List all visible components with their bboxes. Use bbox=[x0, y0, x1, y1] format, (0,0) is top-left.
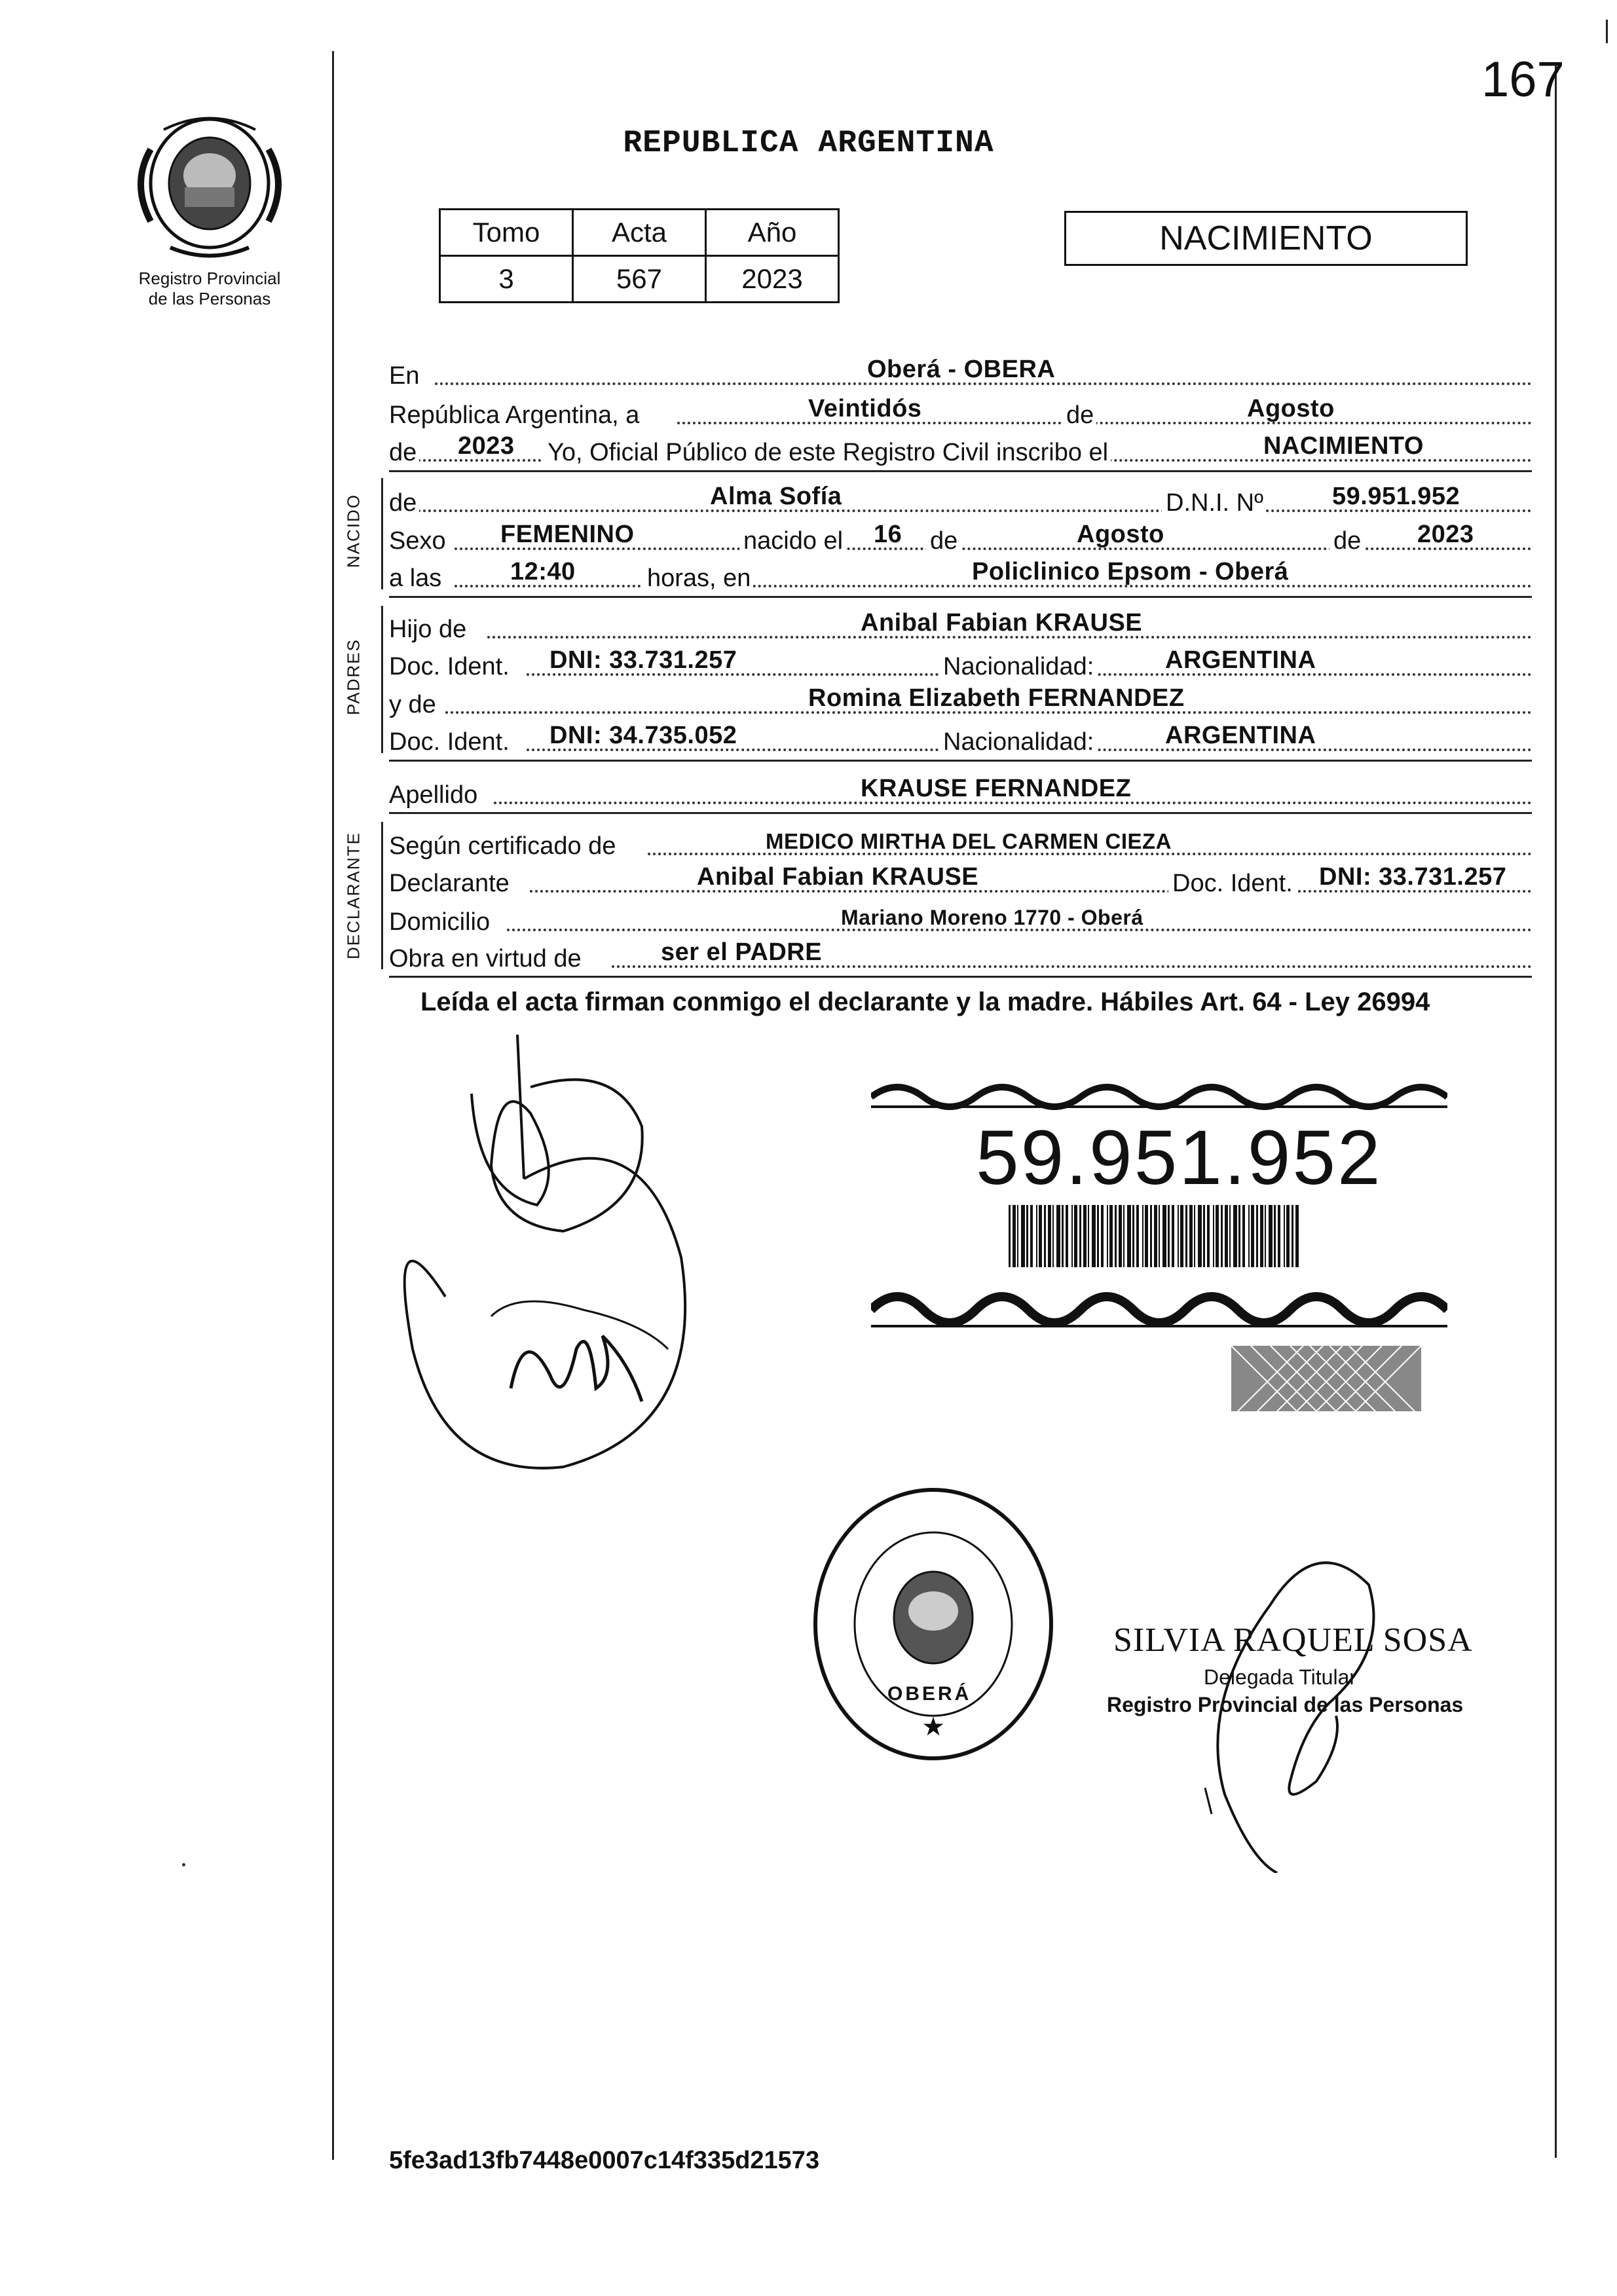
separator-5 bbox=[389, 976, 1532, 978]
declarante-label: Declarante bbox=[389, 870, 512, 898]
document-hash: 5fe3ad13fb7448e0007c14f335d21573 bbox=[389, 2147, 820, 2174]
signatures bbox=[367, 1009, 734, 1532]
declarante-bracket bbox=[381, 822, 383, 969]
row-apellido bbox=[389, 771, 1532, 809]
stamp-center-text: OBERÁ bbox=[887, 1683, 972, 1705]
birth-day: 16 bbox=[874, 521, 902, 548]
padres-bracket bbox=[381, 606, 383, 753]
mother-doc: DNI: 34.735.052 bbox=[549, 722, 737, 749]
child-dni: 59.951.952 bbox=[1332, 483, 1460, 510]
row-sexo bbox=[389, 517, 1532, 555]
row-certificado bbox=[389, 823, 1532, 861]
mother-nationality: ARGENTINA bbox=[1165, 722, 1316, 749]
stray-mark bbox=[182, 1863, 185, 1866]
certificado-label: Según certificado de bbox=[389, 832, 618, 861]
page-number: 167 bbox=[1481, 52, 1565, 107]
birth-time: 12:40 bbox=[510, 558, 576, 585]
anio-value: 2023 bbox=[706, 256, 839, 303]
birth-year: 2023 bbox=[1417, 521, 1474, 548]
separator-3 bbox=[389, 760, 1532, 762]
mother-name: Romina Elizabeth FERNANDEZ bbox=[808, 684, 1185, 712]
row-mother bbox=[389, 681, 1532, 719]
barcode-number: 59.951.952 bbox=[976, 1115, 1383, 1201]
row-father-doc bbox=[389, 643, 1532, 681]
father-nat-label: Nacionalidad: bbox=[939, 653, 1096, 681]
security-strip-top bbox=[871, 1077, 1447, 1117]
hijo-label: Hijo de bbox=[389, 616, 469, 644]
republica-label: República Argentina, a bbox=[389, 401, 642, 430]
row-domicilio bbox=[389, 898, 1532, 936]
page-title: REPUBLICA ARGENTINA bbox=[623, 126, 994, 161]
obra-label: Obra en virtud de bbox=[389, 945, 584, 973]
child-name: Alma Sofía bbox=[710, 483, 842, 510]
declarante-doc-label: Doc. Ident. bbox=[1168, 870, 1295, 898]
de-label-2: de bbox=[926, 527, 960, 555]
apellido-label: Apellido bbox=[389, 781, 480, 809]
day-value: Veintidós bbox=[808, 395, 922, 422]
svg-text:★: ★ bbox=[921, 1713, 945, 1741]
yde-label: y de bbox=[389, 691, 439, 719]
father-doc-label: Doc. Ident. bbox=[389, 653, 512, 681]
signatory-name: SILVIA RAQUEL SOSA bbox=[1113, 1621, 1473, 1659]
year-value: 2023 bbox=[458, 432, 515, 460]
registry-label-line2: de las Personas bbox=[148, 289, 271, 308]
security-strip-bottom bbox=[871, 1277, 1447, 1336]
de-label-3: de bbox=[1329, 527, 1364, 555]
padres-section-label: PADRES bbox=[343, 639, 363, 715]
mother-nat-label: Nacionalidad: bbox=[939, 728, 1096, 756]
left-margin-line bbox=[332, 51, 334, 2160]
yo-text: Yo, Oficial Público de este Registro Civil inscribo el bbox=[544, 439, 1111, 467]
registry-label bbox=[111, 268, 308, 309]
certificado-value: MEDICO MIRTHA DEL CARMEN CIEZA bbox=[766, 829, 1172, 853]
declarante-name: Anibal Fabian KRAUSE bbox=[697, 863, 979, 891]
de2-label: de bbox=[389, 439, 419, 467]
nacido-section-label: NACIDO bbox=[343, 493, 363, 568]
sexo-value: FEMENINO bbox=[500, 521, 635, 548]
obra-value: ser el PADRE bbox=[661, 938, 823, 966]
record-table bbox=[439, 208, 840, 303]
row-mother-doc bbox=[389, 718, 1532, 756]
nacido-bracket bbox=[381, 478, 383, 589]
acta-value: 567 bbox=[573, 256, 706, 303]
separator-4 bbox=[389, 812, 1532, 814]
declarante-section-label: DECLARANTE bbox=[343, 832, 363, 959]
row-hijo bbox=[389, 606, 1532, 644]
signatory-office: Registro Provincial de las Personas bbox=[1107, 1693, 1464, 1716]
signatory-signature bbox=[1172, 1506, 1447, 1873]
father-name: Anibal Fabian KRAUSE bbox=[861, 609, 1143, 637]
place-value: Oberá - OBERA bbox=[867, 356, 1056, 383]
month-value: Agosto bbox=[1247, 395, 1335, 422]
horas-label: horas, en bbox=[643, 565, 753, 593]
tomo-value: 3 bbox=[440, 256, 573, 303]
row-hora bbox=[389, 555, 1532, 593]
hologram-patch bbox=[1231, 1346, 1421, 1411]
row-nacido-name bbox=[389, 479, 1532, 517]
signatory-title: Delegada Titular bbox=[1204, 1665, 1357, 1689]
corner-mark bbox=[1606, 20, 1608, 43]
tomo-header: Tomo bbox=[440, 210, 573, 256]
domicilio-label: Domicilio bbox=[389, 908, 493, 936]
sexo-label: Sexo bbox=[389, 527, 449, 555]
father-doc: DNI: 33.731.257 bbox=[549, 646, 737, 674]
act-value: NACIMIENTO bbox=[1263, 432, 1424, 460]
row-en bbox=[389, 352, 1532, 390]
row-year bbox=[389, 429, 1532, 467]
registry-label-line1: Registro Provincial bbox=[138, 268, 281, 288]
acta-header: Acta bbox=[573, 210, 706, 256]
birth-place: Policlinico Epsom - Oberá bbox=[972, 558, 1289, 585]
right-margin-line bbox=[1555, 62, 1557, 2158]
nacido-de-label: de bbox=[389, 489, 419, 517]
anio-header: Año bbox=[706, 210, 839, 256]
de-label: de bbox=[1064, 401, 1096, 430]
birth-month: Agosto bbox=[1077, 521, 1164, 548]
barcode bbox=[1009, 1205, 1303, 1267]
father-nationality: ARGENTINA bbox=[1165, 646, 1316, 674]
en-label: En bbox=[389, 362, 422, 390]
row-republica bbox=[389, 392, 1532, 430]
separator-1 bbox=[389, 470, 1532, 472]
record-type-box: NACIMIENTO bbox=[1064, 211, 1468, 266]
separator-2 bbox=[389, 596, 1532, 598]
dni-label: D.N.I. Nº bbox=[1162, 489, 1266, 517]
row-declarante bbox=[389, 860, 1532, 898]
alas-label: a las bbox=[389, 565, 444, 593]
nacido-el-label: nacido el bbox=[739, 527, 846, 555]
declarante-doc: DNI: 33.731.257 bbox=[1319, 863, 1507, 891]
domicilio-value: Mariano Moreno 1770 - Oberá bbox=[841, 906, 1143, 929]
apellido-value: KRAUSE FERNANDEZ bbox=[861, 775, 1132, 802]
mother-doc-label: Doc. Ident. bbox=[389, 728, 512, 756]
delegation-stamp bbox=[806, 1480, 1061, 1768]
closing-text: Leída el acta firman conmigo el declarante y la madre. Hábiles Art. 64 - Ley 26994 bbox=[420, 988, 1430, 1016]
row-obra bbox=[389, 935, 1532, 973]
